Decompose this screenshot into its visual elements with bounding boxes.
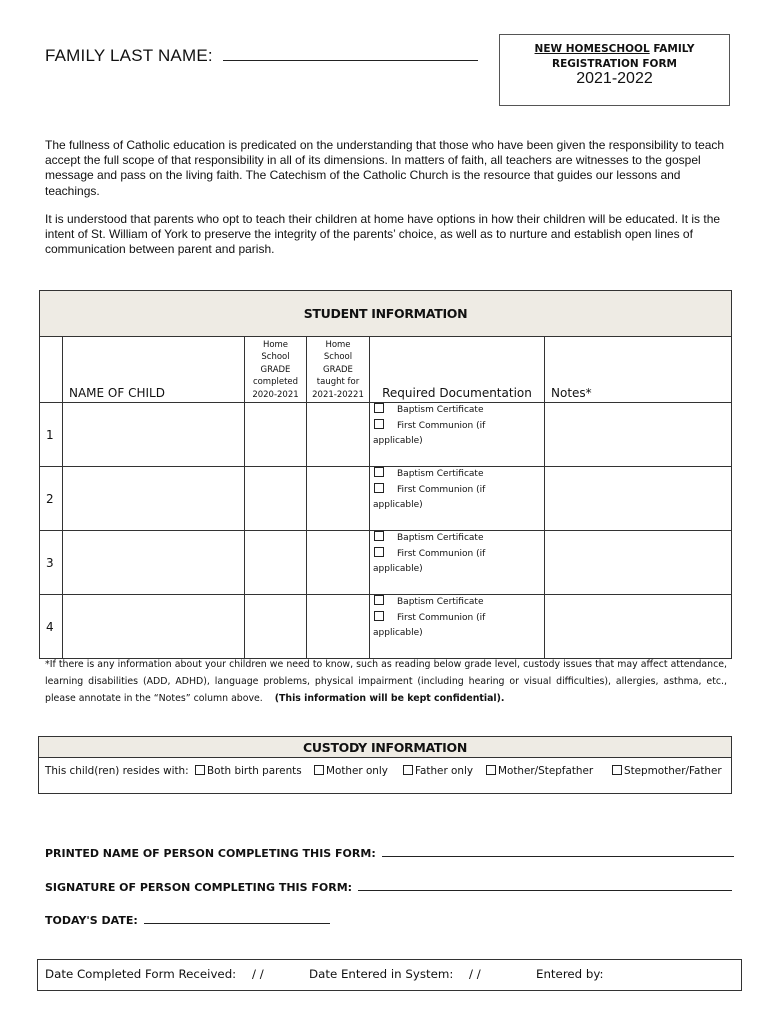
- family-last-name-label: FAMILY LAST NAME:: [45, 46, 213, 65]
- printed-name-label: PRINTED NAME OF PERSON COMPLETING THIS FORM:: [45, 847, 376, 860]
- signature-field: [45, 880, 732, 894]
- notes-cell[interactable]: [545, 531, 732, 595]
- grade-completed-cell[interactable]: [245, 595, 307, 659]
- custody-information-box: [38, 736, 732, 794]
- todays-date-field: [45, 913, 330, 927]
- baptism-checkbox[interactable]: [374, 595, 384, 605]
- first-communion-label: First Communion (if: [397, 548, 486, 559]
- grade-taught-cell[interactable]: [307, 467, 370, 531]
- baptism-label: Baptism Certificate: [397, 597, 484, 607]
- applicable-label: applicable): [373, 564, 423, 574]
- grade-taught-line: 2021-20221: [312, 389, 364, 400]
- todays-date-label: TODAY'S DATE:: [45, 914, 138, 927]
- applicable-label: applicable): [373, 628, 423, 638]
- footnote-text: *If there is any information about your children we need to know, such as reading below grade level, custody issues that may affect attendance, learning disabilities (ADD, ADHD), language problems, physical impairment (including hearing or visual difficulties), allergies, asthma, etc., please annotate in the “Notes” column above.: [45, 659, 727, 704]
- documentation-cell: [370, 467, 545, 531]
- grade-completed-cell[interactable]: [245, 467, 307, 531]
- form-title-rest: FAMILY: [649, 43, 695, 55]
- name-of-child-header: NAME OF CHILD: [63, 337, 245, 403]
- documentation-cell: [370, 531, 545, 595]
- notes-footnote: [45, 657, 727, 707]
- option-label: Both birth parents: [207, 765, 302, 777]
- baptism-label: Baptism Certificate: [397, 533, 484, 543]
- form-title-line2: REGISTRATION FORM: [552, 58, 677, 70]
- table-row: [40, 467, 732, 531]
- grade-completed-line: completed: [252, 377, 299, 388]
- grade-taught-header: [307, 337, 370, 403]
- notes-cell[interactable]: [545, 403, 732, 467]
- grade-taught-line: GRADE: [323, 364, 353, 375]
- documentation-cell: [370, 403, 545, 467]
- child-name-cell[interactable]: [63, 595, 245, 659]
- applicable-label: applicable): [373, 500, 423, 510]
- table-row: [40, 403, 732, 467]
- grade-completed-line: Home: [262, 340, 289, 350]
- form-title-underlined: NEW HOMESCHOOL: [534, 43, 650, 55]
- option-label: Mother only: [326, 765, 388, 777]
- notes-header: Notes*: [545, 337, 732, 403]
- row-number-header: [40, 337, 63, 403]
- checkbox[interactable]: [612, 765, 622, 775]
- intro-paragraph-2: It is understood that parents who opt to teach their children at home have options in how their children will be educated. It is the intent of St. William of York to preserve the integrity of the parents’ choice, as well as to nurture and establish open lines of communication between parent and parish.: [45, 212, 721, 257]
- first-communion-label: First Communion (if: [397, 612, 486, 623]
- signature-line[interactable]: [358, 880, 732, 891]
- printed-name-field: [45, 846, 734, 860]
- date-entered-slashes: / /: [469, 967, 481, 981]
- grade-completed-line: GRADE: [260, 364, 291, 375]
- custody-information-title: CUSTODY INFORMATION: [39, 737, 731, 758]
- student-information-title: STUDENT INFORMATION: [40, 291, 732, 337]
- row-number: 1: [40, 403, 63, 467]
- child-name-cell[interactable]: [63, 403, 245, 467]
- custody-option-mother-stepfather[interactable]: [486, 765, 593, 777]
- date-received-label: Date Completed Form Received:: [45, 967, 237, 981]
- grade-taught-line: taught for: [316, 377, 360, 388]
- table-row: [40, 531, 732, 595]
- custody-lead-label: This child(ren) resides with:: [45, 765, 189, 777]
- form-title-line1: [500, 43, 729, 55]
- grade-completed-header: [245, 337, 307, 403]
- baptism-label: Baptism Certificate: [397, 469, 484, 479]
- child-name-cell[interactable]: [63, 467, 245, 531]
- grade-completed-line: 2020-2021: [252, 389, 299, 400]
- grade-taught-cell[interactable]: [307, 595, 370, 659]
- first-communion-checkbox[interactable]: [374, 611, 384, 621]
- notes-cell[interactable]: [545, 595, 732, 659]
- date-entered-label: Date Entered in System:: [309, 967, 454, 981]
- grade-completed-cell[interactable]: [245, 403, 307, 467]
- entered-by-label: Entered by:: [536, 967, 604, 981]
- intro-paragraph-1: The fullness of Catholic education is predicated on the understanding that those who have been given the responsibility to teach accept the full scope of that responsibility in all of its dimensions. In matters of faith, all teachers are witnesses to the gospel message and pass on the living faith. The Catechism of the Catholic Church is the resource that guides our lessons and teachings.: [45, 138, 725, 198]
- checkbox[interactable]: [403, 765, 413, 775]
- first-communion-label: First Communion (if: [397, 484, 486, 495]
- date-received-slashes: / /: [252, 967, 264, 981]
- notes-cell[interactable]: [545, 467, 732, 531]
- footnote-confidential: (This information will be kept confidential).: [274, 692, 505, 704]
- custody-option-father-only[interactable]: [403, 765, 473, 777]
- option-label: Mother/Stepfather: [498, 765, 594, 777]
- custody-option-both-birth-parents[interactable]: [195, 765, 302, 777]
- todays-date-line[interactable]: [144, 913, 330, 924]
- checkbox[interactable]: [314, 765, 324, 775]
- form-title-box: [499, 34, 730, 106]
- first-communion-checkbox[interactable]: [374, 483, 384, 493]
- documentation-cell: [370, 595, 545, 659]
- form-year: 2021-2022: [576, 70, 653, 87]
- child-name-cell[interactable]: [63, 531, 245, 595]
- grade-taught-line: School: [323, 352, 353, 363]
- row-number: 3: [40, 531, 63, 595]
- baptism-label: Baptism Certificate: [397, 405, 484, 415]
- signature-label: SIGNATURE OF PERSON COMPLETING THIS FORM:: [45, 881, 353, 894]
- option-label: Father only: [415, 765, 473, 777]
- applicable-label: applicable): [373, 436, 423, 446]
- checkbox[interactable]: [486, 765, 496, 775]
- baptism-checkbox[interactable]: [374, 467, 384, 477]
- custody-option-mother-only[interactable]: [314, 765, 388, 777]
- family-last-name-field: [45, 46, 478, 66]
- required-documentation-header: Required Documentation: [370, 337, 545, 403]
- checkbox[interactable]: [195, 765, 205, 775]
- baptism-checkbox[interactable]: [374, 403, 384, 413]
- baptism-checkbox[interactable]: [374, 531, 384, 541]
- grade-completed-cell[interactable]: [245, 531, 307, 595]
- grade-taught-cell[interactable]: [307, 531, 370, 595]
- custody-option-stepmother-father[interactable]: [612, 765, 722, 777]
- first-communion-checkbox[interactable]: [374, 419, 384, 429]
- row-number: 2: [40, 467, 63, 531]
- first-communion-label: First Communion (if: [397, 420, 486, 431]
- family-last-name-line[interactable]: [223, 46, 478, 61]
- table-row: [40, 595, 732, 659]
- printed-name-line[interactable]: [382, 846, 734, 857]
- option-label: Stepmother/Father: [624, 765, 722, 777]
- row-number: 4: [40, 595, 63, 659]
- student-information-table: [39, 290, 732, 659]
- grade-taught-cell[interactable]: [307, 403, 370, 467]
- grade-taught-line: Home: [325, 340, 351, 350]
- first-communion-checkbox[interactable]: [374, 547, 384, 557]
- office-use-box: [37, 959, 742, 991]
- grade-completed-line: School: [261, 352, 290, 363]
